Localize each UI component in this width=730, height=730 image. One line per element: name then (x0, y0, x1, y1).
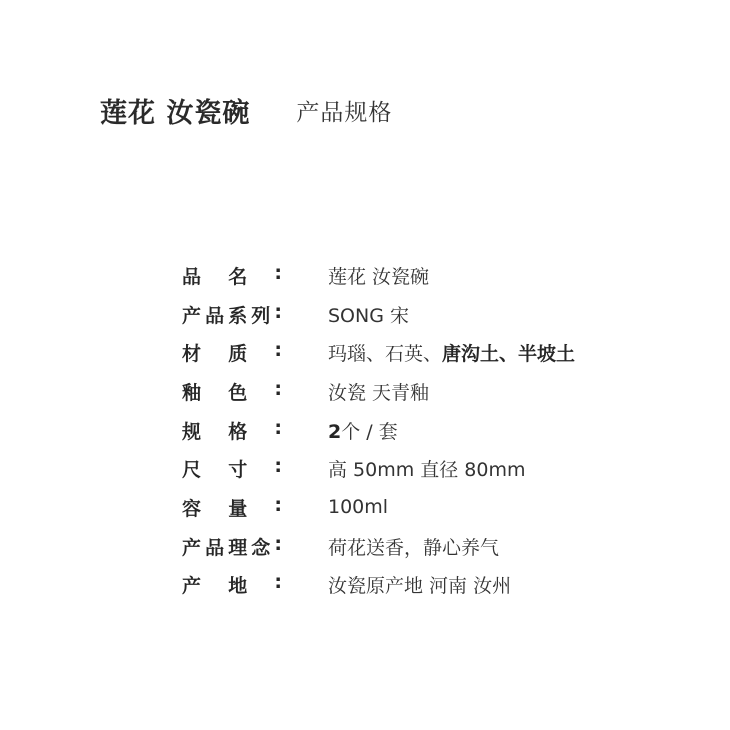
spec-label (182, 301, 282, 328)
spec-label (182, 262, 282, 289)
spec-label (182, 455, 282, 482)
spec-label (182, 417, 282, 444)
spec-label (182, 494, 282, 521)
spec-label-char: : (274, 455, 282, 478)
spec-label-char: 产 (182, 575, 202, 598)
spec-value: 莲花 汝瓷碗 (328, 265, 430, 288)
spec-label-char: 质 (228, 343, 248, 366)
spec-label-char: 釉 (182, 381, 202, 404)
spec-label-char: 寸 (228, 459, 248, 482)
spec-label-char: 念 (251, 536, 271, 559)
spec-label-char: 品 (205, 536, 225, 559)
spec-value-normal: 个 / 套 (341, 420, 398, 443)
spec-value: 汝瓷原产地 河南 汝州 (328, 575, 512, 598)
spec-row-spec (182, 411, 702, 450)
spec-label-char: 品 (205, 304, 225, 327)
spec-row-series (182, 295, 702, 334)
spec-row-name (182, 256, 702, 295)
section-subtitle: 产品规格 (296, 99, 393, 126)
spec-label-char: : (274, 377, 282, 400)
spec-label-char: 理 (228, 536, 248, 559)
spec-label (182, 571, 282, 598)
spec-value-bold: 2 (328, 420, 342, 443)
spec-label-char: 色 (228, 381, 248, 404)
spec-value: SONG 宋 (328, 304, 409, 327)
spec-label-char: 材 (182, 343, 202, 366)
spec-row-capacity (182, 488, 702, 527)
spec-label-char: : (274, 532, 282, 555)
spec-label-char: 格 (228, 420, 248, 443)
spec-label-char: 产 (182, 304, 202, 327)
spec-label-char: : (274, 571, 282, 594)
spec-label-char: 量 (228, 497, 248, 520)
spec-value-normal: 玛瑙、石英、 (328, 343, 443, 366)
spec-label (182, 339, 282, 366)
spec-row-size (182, 449, 702, 488)
spec-row-concept (182, 527, 702, 566)
header (100, 90, 392, 130)
spec-label-char: 列 (251, 304, 271, 327)
spec-label (182, 533, 282, 560)
product-title: 莲花 汝瓷碗 (100, 97, 251, 129)
spec-value (328, 339, 575, 366)
spec-label-char: 容 (182, 497, 202, 520)
spec-value: 荷花送香，静心养气 (328, 536, 500, 559)
spec-label-char: 品 (182, 265, 202, 288)
spec-label-char: : (274, 416, 282, 439)
spec-value: 100ml (328, 496, 389, 519)
spec-label (182, 378, 282, 405)
spec-row-glaze (182, 372, 702, 411)
spec-value: 高 50mm 直径 80mm (328, 459, 526, 482)
spec-row-material (182, 333, 702, 372)
spec-label-char: 产 (182, 536, 202, 559)
spec-label-char: 名 (228, 265, 248, 288)
spec-label-char: : (274, 339, 282, 362)
spec-label-char: : (274, 300, 282, 323)
spec-value: 汝瓷 天青釉 (328, 381, 430, 404)
spec-value-bold: 唐沟土、半坡土 (442, 343, 576, 366)
spec-label-char: : (274, 261, 282, 284)
spec-label-char: : (274, 493, 282, 516)
spec-value (328, 417, 398, 444)
spec-label-char: 规 (182, 420, 202, 443)
spec-row-origin (182, 566, 702, 605)
spec-label-char: 地 (228, 575, 248, 598)
spec-table (182, 256, 702, 604)
spec-label-char: 系 (228, 304, 248, 327)
spec-label-char: 尺 (182, 459, 202, 482)
